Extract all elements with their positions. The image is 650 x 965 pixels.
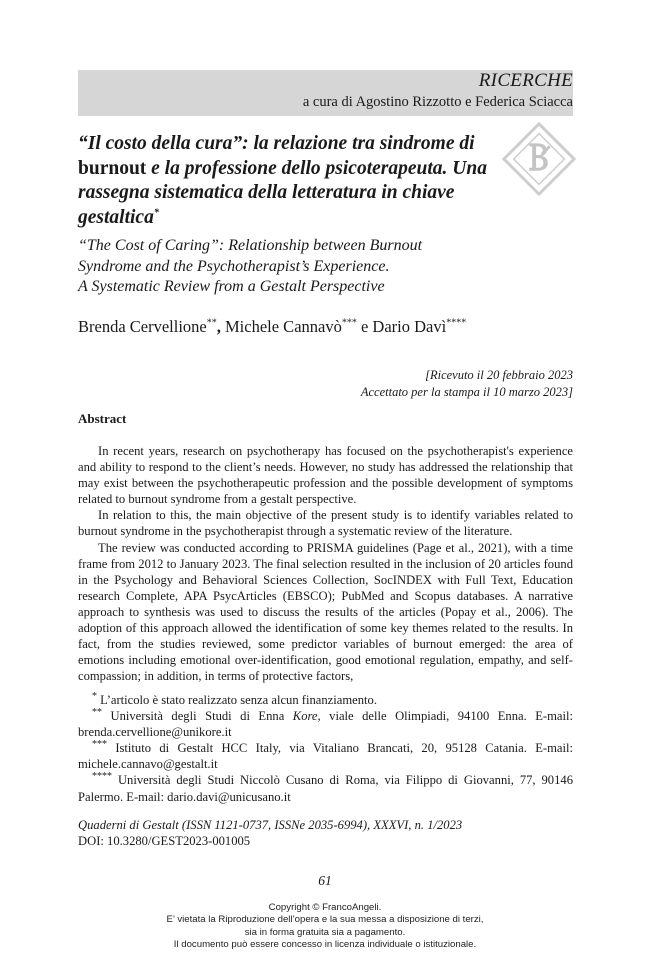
footnote xyxy=(78,692,573,708)
footnote-text: , viale delle Olimpiadi, 94100 Enna. E-mail: brenda.cervellione@unikore.it xyxy=(78,709,573,740)
footnote-text: Università degli Studi Niccolò Cusano di Roma, via Filippo di Giovanni, 77, 90146 Palermo. E-mail: dario.davi@unicusano.it xyxy=(78,773,573,804)
abstract-paragraph: The review was conducted according to PRISMA guidelines (Page et al., 2021), with a time frame from 2012 to January 2023. The final selection resulted in the inclusion of 20 articles found in the Psychology and Behavioral Sciences Collection, SocINDEX with Full Text, Education research Complete, APA PsycArticles (EBSCO); PubMed and Scopus databases. A narrative approach to synthesis was used to discuss the results of the articles (Popay et al., 2006). The adoption of this approach allowed the identification of some key themes related to the results. In fact, from the studies reviewed, some predictor variables of burnout emerged: the area of emotions including emotional over-identification, good emotional regulation, empathy, and self-compassion; in addition, in terms of protective factors, xyxy=(78,540,573,684)
footnote-text: Università degli Studi di Enna xyxy=(110,709,293,724)
journal-info xyxy=(78,817,462,849)
author-footnote-mark: **** xyxy=(446,317,467,329)
subtitle-line: Syndrome and the Psychotherapist’s Experience. xyxy=(78,257,390,275)
abstract-heading: Abstract xyxy=(78,411,127,426)
footnotes xyxy=(78,692,573,805)
copyright-line: E’ vietata la Riproduzione dell’opera e la sua messa a disposizione di terzi, xyxy=(166,914,484,926)
subtitle-line: “The Cost of Caring”: Relationship between Burnout xyxy=(78,237,423,254)
author-footnote-mark: *** xyxy=(341,317,357,329)
title-part-1: “Il costo della cura”: la relazione tra sindrome di xyxy=(78,133,475,154)
footnote-mark: *** xyxy=(92,739,107,751)
footnote xyxy=(78,708,573,740)
author-name: Michele Cannavò xyxy=(225,317,342,336)
abstract-paragraph: In recent years, research on psychotherapy has focused on the psychotherapist's experience and ability to respond to the client’s needs. However, no study has addressed the relationship that may exist between the psychotherapeutic profession and the possible development of symptoms related to burnout syndrome from a gestalt perspective. xyxy=(78,444,573,507)
journal-citation: Quaderni di Gestalt (ISSN 1121-0737, ISSNe 2035-6994), XXXVI, n. 1/2023 xyxy=(78,818,463,832)
received-dates xyxy=(361,367,573,400)
author-name: Dario Davì xyxy=(372,317,447,336)
footnote xyxy=(78,772,573,804)
title-footnote-mark: * xyxy=(153,207,159,218)
author-footnote-mark: ** xyxy=(206,317,217,329)
footnote-text: Istituto di Gestalt HCC Italy, via Vitaliano Brancati, 20, 95128 Catania. E-mail: michele.cannavo@gestalt.it xyxy=(78,741,573,772)
copyright-line: sia in forma gratuita sia a pagamento. xyxy=(244,926,406,938)
title-part-2: e la professione dello psicoterapeuta. Una rassegna sistematica della letteratura in chiave gestaltica xyxy=(78,157,487,228)
copyright-line: Il documento può essere concesso in licenza individuale o istituzionale. xyxy=(173,939,477,951)
english-subtitle xyxy=(78,236,508,298)
page-number: 61 xyxy=(318,873,332,888)
section-editors: a cura di Agostino Rizzotto e Federica Sciacca xyxy=(302,94,573,110)
copyright-notice xyxy=(0,902,650,952)
subtitle-line: A Systematic Review from a Gestalt Perspective xyxy=(78,278,385,295)
footnote-mark: * xyxy=(92,690,97,702)
author-name: Brenda Cervellione xyxy=(78,317,207,336)
footnote-emphasis: Kore xyxy=(292,709,318,724)
copyright-line: Copyright © FrancoAngeli. xyxy=(268,902,382,913)
footnote-text: L’articolo è stato realizzato senza alcun finanziamento. xyxy=(100,693,377,707)
received-date: [Ricevuto il 20 febbraio 2023 xyxy=(425,368,573,382)
journal-monogram-logo-icon xyxy=(500,120,578,198)
article-title xyxy=(78,132,498,230)
author-list xyxy=(78,317,466,337)
abstract-paragraph: In relation to this, the main objective of the present study is to identify variables related to burnout syndrome in the psychotherapist through a systematic review of the literature. xyxy=(78,508,573,539)
doi: DOI: 10.3280/GEST2023-001005 xyxy=(78,834,251,849)
footnote xyxy=(78,740,573,772)
abstract-body xyxy=(78,443,573,684)
author-separator: e xyxy=(356,317,373,336)
author-separator: , xyxy=(216,317,225,336)
accepted-date: Accettato per la stampa il 10 marzo 2023] xyxy=(360,384,573,399)
footnote-mark: **** xyxy=(92,771,112,783)
footnote-mark: ** xyxy=(92,706,102,718)
title-burnout: burnout xyxy=(78,157,147,179)
section-title: RICERCHE xyxy=(478,70,573,91)
